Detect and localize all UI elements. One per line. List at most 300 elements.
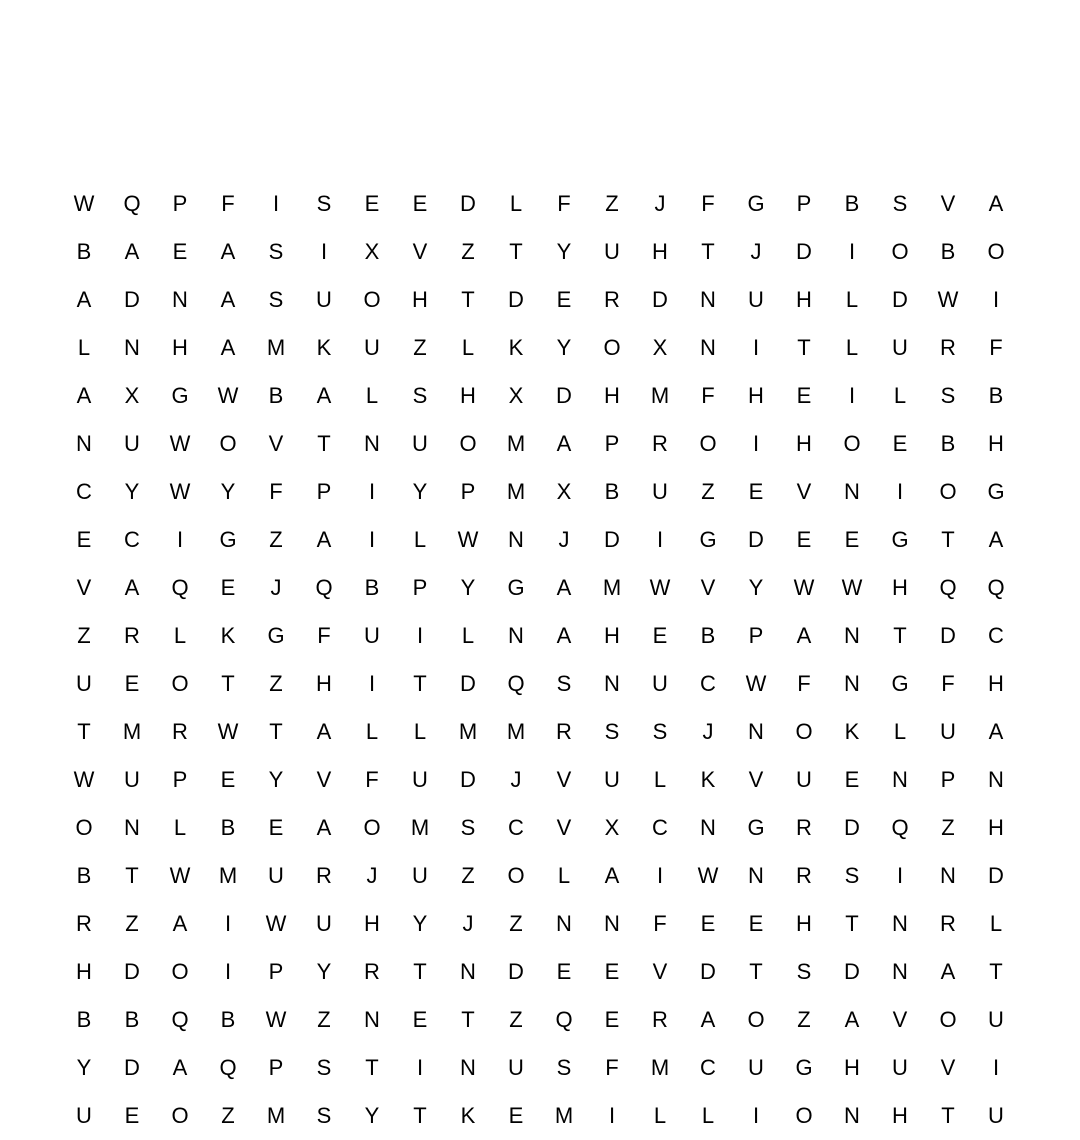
letter-cell[interactable]: N <box>124 335 140 360</box>
letter-cell[interactable]: M <box>506 431 526 456</box>
letter-cell[interactable]: K <box>220 623 236 648</box>
letter-cell[interactable]: O <box>795 719 813 744</box>
letter-cell[interactable]: C <box>652 815 668 840</box>
letter-cell[interactable]: V <box>892 1007 908 1032</box>
letter-cell[interactable]: N <box>604 671 620 696</box>
letter-cell[interactable]: T <box>845 911 859 936</box>
letter-cell[interactable]: U <box>652 671 668 696</box>
letter-cell[interactable]: E <box>892 431 908 456</box>
letter-cell[interactable]: A <box>76 287 92 312</box>
letter-cell[interactable]: F <box>653 911 667 936</box>
letter-cell[interactable]: W <box>457 527 479 552</box>
letter-cell[interactable]: D <box>988 863 1004 888</box>
letter-cell[interactable]: N <box>508 623 524 648</box>
letter-cell[interactable]: C <box>124 527 140 552</box>
letter-cell[interactable]: B <box>364 575 380 600</box>
letter-cell[interactable]: U <box>76 1103 92 1128</box>
letter-cell[interactable]: K <box>460 1103 476 1128</box>
letter-cell[interactable]: X <box>508 383 524 408</box>
letter-cell[interactable]: S <box>316 1103 332 1128</box>
letter-cell[interactable]: J <box>366 863 378 888</box>
letter-cell[interactable]: A <box>172 911 188 936</box>
letter-cell[interactable]: J <box>270 575 282 600</box>
letter-cell[interactable]: G <box>219 527 237 552</box>
letter-cell[interactable]: T <box>749 959 763 984</box>
letter-cell[interactable]: D <box>796 239 812 264</box>
letter-cell[interactable]: N <box>364 431 380 456</box>
letter-cell[interactable]: H <box>844 1055 860 1080</box>
letter-cell[interactable]: T <box>413 959 427 984</box>
letter-cell[interactable]: B <box>220 1007 236 1032</box>
letter-cell[interactable]: E <box>604 959 620 984</box>
letter-cell[interactable]: Z <box>509 911 523 936</box>
letter-cell[interactable]: V <box>652 959 668 984</box>
letter-cell[interactable]: N <box>844 623 860 648</box>
letter-cell[interactable]: M <box>266 335 286 360</box>
letter-cell[interactable]: H <box>796 431 812 456</box>
letter-cell[interactable]: E <box>412 191 428 216</box>
letter-cell[interactable]: E <box>412 1007 428 1032</box>
letter-cell[interactable]: H <box>892 1103 908 1128</box>
letter-cell[interactable]: R <box>652 431 668 456</box>
letter-cell[interactable]: O <box>987 239 1005 264</box>
letter-cell[interactable]: E <box>508 1103 524 1128</box>
letter-cell[interactable]: Z <box>269 671 283 696</box>
letter-cell[interactable]: V <box>940 191 956 216</box>
letter-cell[interactable]: H <box>412 287 428 312</box>
letter-cell[interactable]: S <box>316 1055 332 1080</box>
letter-cell[interactable]: F <box>269 479 283 504</box>
letter-cell[interactable]: O <box>75 815 93 840</box>
letter-cell[interactable]: V <box>796 479 812 504</box>
letter-cell[interactable]: K <box>844 719 860 744</box>
letter-cell[interactable]: J <box>750 239 762 264</box>
letter-cell[interactable]: Z <box>221 1103 235 1128</box>
letter-cell[interactable]: M <box>458 719 478 744</box>
letter-cell[interactable]: F <box>605 1055 619 1080</box>
letter-cell[interactable]: I <box>224 911 232 936</box>
letter-cell[interactable]: L <box>557 863 571 888</box>
letter-cell[interactable]: G <box>267 623 285 648</box>
letter-cell[interactable]: W <box>265 911 287 936</box>
letter-cell[interactable]: G <box>699 527 717 552</box>
letter-cell[interactable]: D <box>700 959 716 984</box>
letter-cell[interactable]: A <box>316 719 332 744</box>
letter-cell[interactable]: Q <box>171 1007 189 1032</box>
letter-cell[interactable]: I <box>752 1103 760 1128</box>
letter-cell[interactable]: H <box>796 287 812 312</box>
letter-cell[interactable]: S <box>604 719 620 744</box>
letter-cell[interactable]: L <box>989 911 1003 936</box>
letter-cell[interactable]: Q <box>219 1055 237 1080</box>
letter-cell[interactable]: I <box>656 527 664 552</box>
letter-cell[interactable]: A <box>556 623 572 648</box>
letter-cell[interactable]: F <box>365 767 379 792</box>
letter-cell[interactable]: H <box>364 911 380 936</box>
letter-cell[interactable]: D <box>124 959 140 984</box>
letter-cell[interactable]: H <box>796 911 812 936</box>
letter-cell[interactable]: N <box>892 959 908 984</box>
letter-cell[interactable]: Z <box>701 479 715 504</box>
letter-cell[interactable]: Y <box>268 767 284 792</box>
letter-cell[interactable]: Z <box>317 1007 331 1032</box>
letter-cell[interactable]: H <box>316 671 332 696</box>
letter-cell[interactable]: D <box>892 287 908 312</box>
letter-cell[interactable]: T <box>269 719 283 744</box>
letter-cell[interactable]: R <box>556 719 572 744</box>
letter-cell[interactable]: Y <box>364 1103 380 1128</box>
letter-cell[interactable]: U <box>652 479 668 504</box>
letter-cell[interactable]: N <box>556 911 572 936</box>
letter-cell[interactable]: J <box>702 719 714 744</box>
letter-cell[interactable]: T <box>701 239 715 264</box>
letter-cell[interactable]: Z <box>77 623 91 648</box>
letter-cell[interactable]: V <box>556 767 572 792</box>
letter-cell[interactable]: A <box>700 1007 716 1032</box>
letter-cell[interactable]: I <box>992 287 1000 312</box>
letter-cell[interactable]: G <box>891 671 909 696</box>
letter-cell[interactable]: Q <box>555 1007 573 1032</box>
letter-cell[interactable]: H <box>988 431 1004 456</box>
letter-cell[interactable]: A <box>124 239 140 264</box>
letter-cell[interactable]: V <box>700 575 716 600</box>
letter-cell[interactable]: U <box>892 335 908 360</box>
letter-cell[interactable]: I <box>416 1055 424 1080</box>
letter-cell[interactable]: N <box>892 911 908 936</box>
letter-cell[interactable]: I <box>656 863 664 888</box>
letter-cell[interactable]: S <box>556 671 572 696</box>
letter-cell[interactable]: M <box>554 1103 574 1128</box>
letter-cell[interactable]: R <box>940 335 956 360</box>
letter-cell[interactable]: N <box>460 959 476 984</box>
letter-cell[interactable]: N <box>76 431 92 456</box>
letter-cell[interactable]: E <box>124 671 140 696</box>
letter-cell[interactable]: O <box>891 239 909 264</box>
letter-cell[interactable]: C <box>700 671 716 696</box>
letter-cell[interactable]: O <box>939 479 957 504</box>
letter-cell[interactable]: Z <box>605 191 619 216</box>
letter-cell[interactable]: E <box>220 575 236 600</box>
letter-cell[interactable]: S <box>412 383 428 408</box>
letter-cell[interactable]: I <box>416 623 424 648</box>
letter-cell[interactable]: N <box>748 863 764 888</box>
letter-cell[interactable]: O <box>363 287 381 312</box>
letter-cell[interactable]: J <box>462 911 474 936</box>
letter-cell[interactable]: D <box>460 191 476 216</box>
letter-cell[interactable]: O <box>459 431 477 456</box>
letter-cell[interactable]: N <box>892 767 908 792</box>
letter-cell[interactable]: Q <box>987 575 1005 600</box>
letter-cell[interactable]: A <box>172 1055 188 1080</box>
letter-cell[interactable]: B <box>220 815 236 840</box>
letter-cell[interactable]: W <box>937 287 959 312</box>
letter-cell[interactable]: Q <box>123 191 141 216</box>
letter-cell[interactable]: L <box>653 767 667 792</box>
letter-cell[interactable]: R <box>172 719 188 744</box>
letter-cell[interactable]: Q <box>891 815 909 840</box>
letter-cell[interactable]: A <box>124 575 140 600</box>
letter-cell[interactable]: N <box>844 671 860 696</box>
letter-cell[interactable]: U <box>412 767 428 792</box>
letter-cell[interactable]: F <box>701 191 715 216</box>
letter-cell[interactable]: E <box>124 1103 140 1128</box>
letter-cell[interactable]: H <box>76 959 92 984</box>
letter-cell[interactable]: U <box>124 767 140 792</box>
letter-cell[interactable]: D <box>124 287 140 312</box>
letter-cell[interactable]: V <box>940 1055 956 1080</box>
letter-cell[interactable]: E <box>172 239 188 264</box>
letter-cell[interactable]: T <box>509 239 523 264</box>
letter-cell[interactable]: E <box>748 479 764 504</box>
letter-cell[interactable]: I <box>368 527 376 552</box>
letter-cell[interactable]: T <box>125 863 139 888</box>
letter-cell[interactable]: G <box>507 575 525 600</box>
letter-cell[interactable]: A <box>556 431 572 456</box>
letter-cell[interactable]: B <box>940 431 956 456</box>
letter-cell[interactable]: L <box>173 815 187 840</box>
letter-cell[interactable]: X <box>652 335 668 360</box>
letter-cell[interactable]: H <box>604 383 620 408</box>
letter-cell[interactable]: O <box>171 1103 189 1128</box>
letter-cell[interactable]: N <box>844 1103 860 1128</box>
letter-cell[interactable]: T <box>413 671 427 696</box>
letter-cell[interactable]: Y <box>556 335 572 360</box>
letter-cell[interactable]: U <box>748 287 764 312</box>
letter-cell[interactable]: H <box>460 383 476 408</box>
letter-cell[interactable]: O <box>699 431 717 456</box>
letter-cell[interactable]: N <box>124 815 140 840</box>
letter-cell[interactable]: Z <box>125 911 139 936</box>
letter-cell[interactable]: R <box>76 911 92 936</box>
letter-cell[interactable]: T <box>221 671 235 696</box>
letter-cell[interactable]: G <box>987 479 1005 504</box>
letter-cell[interactable]: W <box>73 767 95 792</box>
letter-cell[interactable]: P <box>796 191 812 216</box>
letter-cell[interactable]: U <box>364 335 380 360</box>
letter-cell[interactable]: M <box>602 575 622 600</box>
letter-cell[interactable]: E <box>604 1007 620 1032</box>
letter-cell[interactable]: E <box>652 623 668 648</box>
letter-cell[interactable]: J <box>510 767 522 792</box>
letter-cell[interactable]: L <box>701 1103 715 1128</box>
letter-cell[interactable]: Z <box>797 1007 811 1032</box>
letter-cell[interactable]: O <box>843 431 861 456</box>
letter-cell[interactable]: F <box>557 191 571 216</box>
letter-cell[interactable]: G <box>747 191 765 216</box>
letter-cell[interactable]: U <box>268 863 284 888</box>
letter-cell[interactable]: V <box>556 815 572 840</box>
letter-cell[interactable]: K <box>508 335 524 360</box>
letter-cell[interactable]: O <box>363 815 381 840</box>
letter-cell[interactable]: Y <box>220 479 236 504</box>
letter-cell[interactable]: L <box>413 527 427 552</box>
letter-cell[interactable]: I <box>272 191 280 216</box>
letter-cell[interactable]: P <box>172 191 188 216</box>
letter-cell[interactable]: L <box>893 383 907 408</box>
letter-cell[interactable]: U <box>508 1055 524 1080</box>
letter-cell[interactable]: I <box>368 671 376 696</box>
letter-cell[interactable]: V <box>76 575 92 600</box>
letter-cell[interactable]: H <box>652 239 668 264</box>
letter-cell[interactable]: K <box>700 767 716 792</box>
letter-cell[interactable]: M <box>122 719 142 744</box>
letter-cell[interactable]: R <box>796 815 812 840</box>
letter-cell[interactable]: C <box>700 1055 716 1080</box>
letter-cell[interactable]: O <box>171 959 189 984</box>
letter-cell[interactable]: S <box>268 239 284 264</box>
letter-cell[interactable]: H <box>172 335 188 360</box>
letter-cell[interactable]: L <box>461 335 475 360</box>
letter-cell[interactable]: T <box>461 1007 475 1032</box>
letter-cell[interactable]: P <box>940 767 956 792</box>
letter-cell[interactable]: T <box>941 1103 955 1128</box>
letter-cell[interactable]: A <box>940 959 956 984</box>
letter-cell[interactable]: R <box>604 287 620 312</box>
letter-cell[interactable]: E <box>556 287 572 312</box>
letter-cell[interactable]: D <box>940 623 956 648</box>
letter-cell[interactable]: N <box>700 287 716 312</box>
letter-cell[interactable]: Z <box>509 1007 523 1032</box>
letter-cell[interactable]: W <box>73 191 95 216</box>
letter-cell[interactable]: L <box>893 719 907 744</box>
letter-cell[interactable]: O <box>171 671 189 696</box>
letter-cell[interactable]: I <box>752 335 760 360</box>
letter-cell[interactable]: D <box>604 527 620 552</box>
letter-cell[interactable]: M <box>506 719 526 744</box>
letter-cell[interactable]: U <box>124 431 140 456</box>
letter-cell[interactable]: U <box>412 863 428 888</box>
letter-cell[interactable]: A <box>220 335 236 360</box>
letter-cell[interactable]: L <box>77 335 91 360</box>
letter-cell[interactable]: X <box>124 383 140 408</box>
letter-cell[interactable]: L <box>461 623 475 648</box>
letter-cell[interactable]: A <box>988 191 1004 216</box>
letter-cell[interactable]: P <box>604 431 620 456</box>
letter-cell[interactable]: U <box>988 1007 1004 1032</box>
letter-cell[interactable]: H <box>748 383 764 408</box>
letter-cell[interactable]: L <box>365 719 379 744</box>
letter-cell[interactable]: W <box>217 719 239 744</box>
letter-cell[interactable]: W <box>169 479 191 504</box>
letter-cell[interactable]: F <box>797 671 811 696</box>
letter-cell[interactable]: G <box>795 1055 813 1080</box>
letter-cell[interactable]: N <box>508 527 524 552</box>
letter-cell[interactable]: B <box>124 1007 140 1032</box>
letter-cell[interactable]: M <box>266 1103 286 1128</box>
letter-cell[interactable]: D <box>508 287 524 312</box>
letter-cell[interactable]: S <box>460 815 476 840</box>
letter-cell[interactable]: D <box>844 815 860 840</box>
letter-cell[interactable]: W <box>793 575 815 600</box>
letter-cell[interactable]: W <box>841 575 863 600</box>
letter-cell[interactable]: X <box>364 239 380 264</box>
letter-cell[interactable]: S <box>316 191 332 216</box>
letter-cell[interactable]: F <box>317 623 331 648</box>
letter-cell[interactable]: D <box>460 671 476 696</box>
letter-cell[interactable]: Z <box>461 239 475 264</box>
letter-cell[interactable]: T <box>365 1055 379 1080</box>
letter-cell[interactable]: F <box>989 335 1003 360</box>
letter-cell[interactable]: U <box>364 623 380 648</box>
letter-cell[interactable]: N <box>604 911 620 936</box>
letter-cell[interactable]: O <box>795 1103 813 1128</box>
letter-cell[interactable]: N <box>748 719 764 744</box>
letter-cell[interactable]: I <box>848 383 856 408</box>
letter-cell[interactable]: P <box>268 1055 284 1080</box>
letter-cell[interactable]: H <box>988 671 1004 696</box>
letter-cell[interactable]: T <box>797 335 811 360</box>
letter-cell[interactable]: E <box>796 383 812 408</box>
letter-cell[interactable]: P <box>460 479 476 504</box>
letter-cell[interactable]: Z <box>461 863 475 888</box>
letter-cell[interactable]: D <box>652 287 668 312</box>
letter-cell[interactable]: T <box>77 719 91 744</box>
letter-cell[interactable]: E <box>748 911 764 936</box>
letter-cell[interactable]: E <box>76 527 92 552</box>
letter-cell[interactable]: T <box>893 623 907 648</box>
letter-cell[interactable]: A <box>604 863 620 888</box>
letter-cell[interactable]: O <box>603 335 621 360</box>
letter-cell[interactable]: M <box>506 479 526 504</box>
letter-cell[interactable]: G <box>891 527 909 552</box>
letter-cell[interactable]: N <box>700 335 716 360</box>
letter-cell[interactable]: L <box>365 383 379 408</box>
letter-cell[interactable]: L <box>173 623 187 648</box>
letter-cell[interactable]: R <box>652 1007 668 1032</box>
letter-cell[interactable]: Y <box>316 959 332 984</box>
letter-cell[interactable]: B <box>76 239 92 264</box>
letter-cell[interactable]: Q <box>171 575 189 600</box>
letter-cell[interactable]: V <box>316 767 332 792</box>
letter-cell[interactable]: S <box>652 719 668 744</box>
letter-cell[interactable]: E <box>268 815 284 840</box>
letter-cell[interactable]: G <box>747 815 765 840</box>
letter-cell[interactable]: Y <box>460 575 476 600</box>
letter-cell[interactable]: Z <box>941 815 955 840</box>
letter-cell[interactable]: D <box>748 527 764 552</box>
letter-cell[interactable]: F <box>941 671 955 696</box>
letter-cell[interactable]: N <box>844 479 860 504</box>
letter-cell[interactable]: A <box>556 575 572 600</box>
letter-cell[interactable]: M <box>218 863 238 888</box>
letter-cell[interactable]: I <box>992 1055 1000 1080</box>
letter-cell[interactable]: W <box>649 575 671 600</box>
letter-cell[interactable]: O <box>939 1007 957 1032</box>
letter-cell[interactable]: Q <box>939 575 957 600</box>
letter-cell[interactable]: C <box>76 479 92 504</box>
letter-cell[interactable]: Q <box>507 671 525 696</box>
letter-cell[interactable]: T <box>317 431 331 456</box>
letter-cell[interactable]: H <box>892 575 908 600</box>
letter-cell[interactable]: Y <box>412 479 428 504</box>
letter-cell[interactable]: S <box>556 1055 572 1080</box>
letter-cell[interactable]: L <box>845 287 859 312</box>
letter-cell[interactable]: I <box>368 479 376 504</box>
letter-cell[interactable]: Z <box>269 527 283 552</box>
letter-cell[interactable]: U <box>604 767 620 792</box>
letter-cell[interactable]: S <box>844 863 860 888</box>
letter-cell[interactable]: A <box>220 239 236 264</box>
letter-cell[interactable]: U <box>412 431 428 456</box>
letter-cell[interactable]: B <box>700 623 716 648</box>
letter-cell[interactable]: E <box>700 911 716 936</box>
letter-cell[interactable]: R <box>124 623 140 648</box>
letter-cell[interactable]: I <box>176 527 184 552</box>
letter-cell[interactable]: J <box>558 527 570 552</box>
letter-cell[interactable]: I <box>896 863 904 888</box>
letter-cell[interactable]: B <box>844 191 860 216</box>
letter-cell[interactable]: I <box>848 239 856 264</box>
